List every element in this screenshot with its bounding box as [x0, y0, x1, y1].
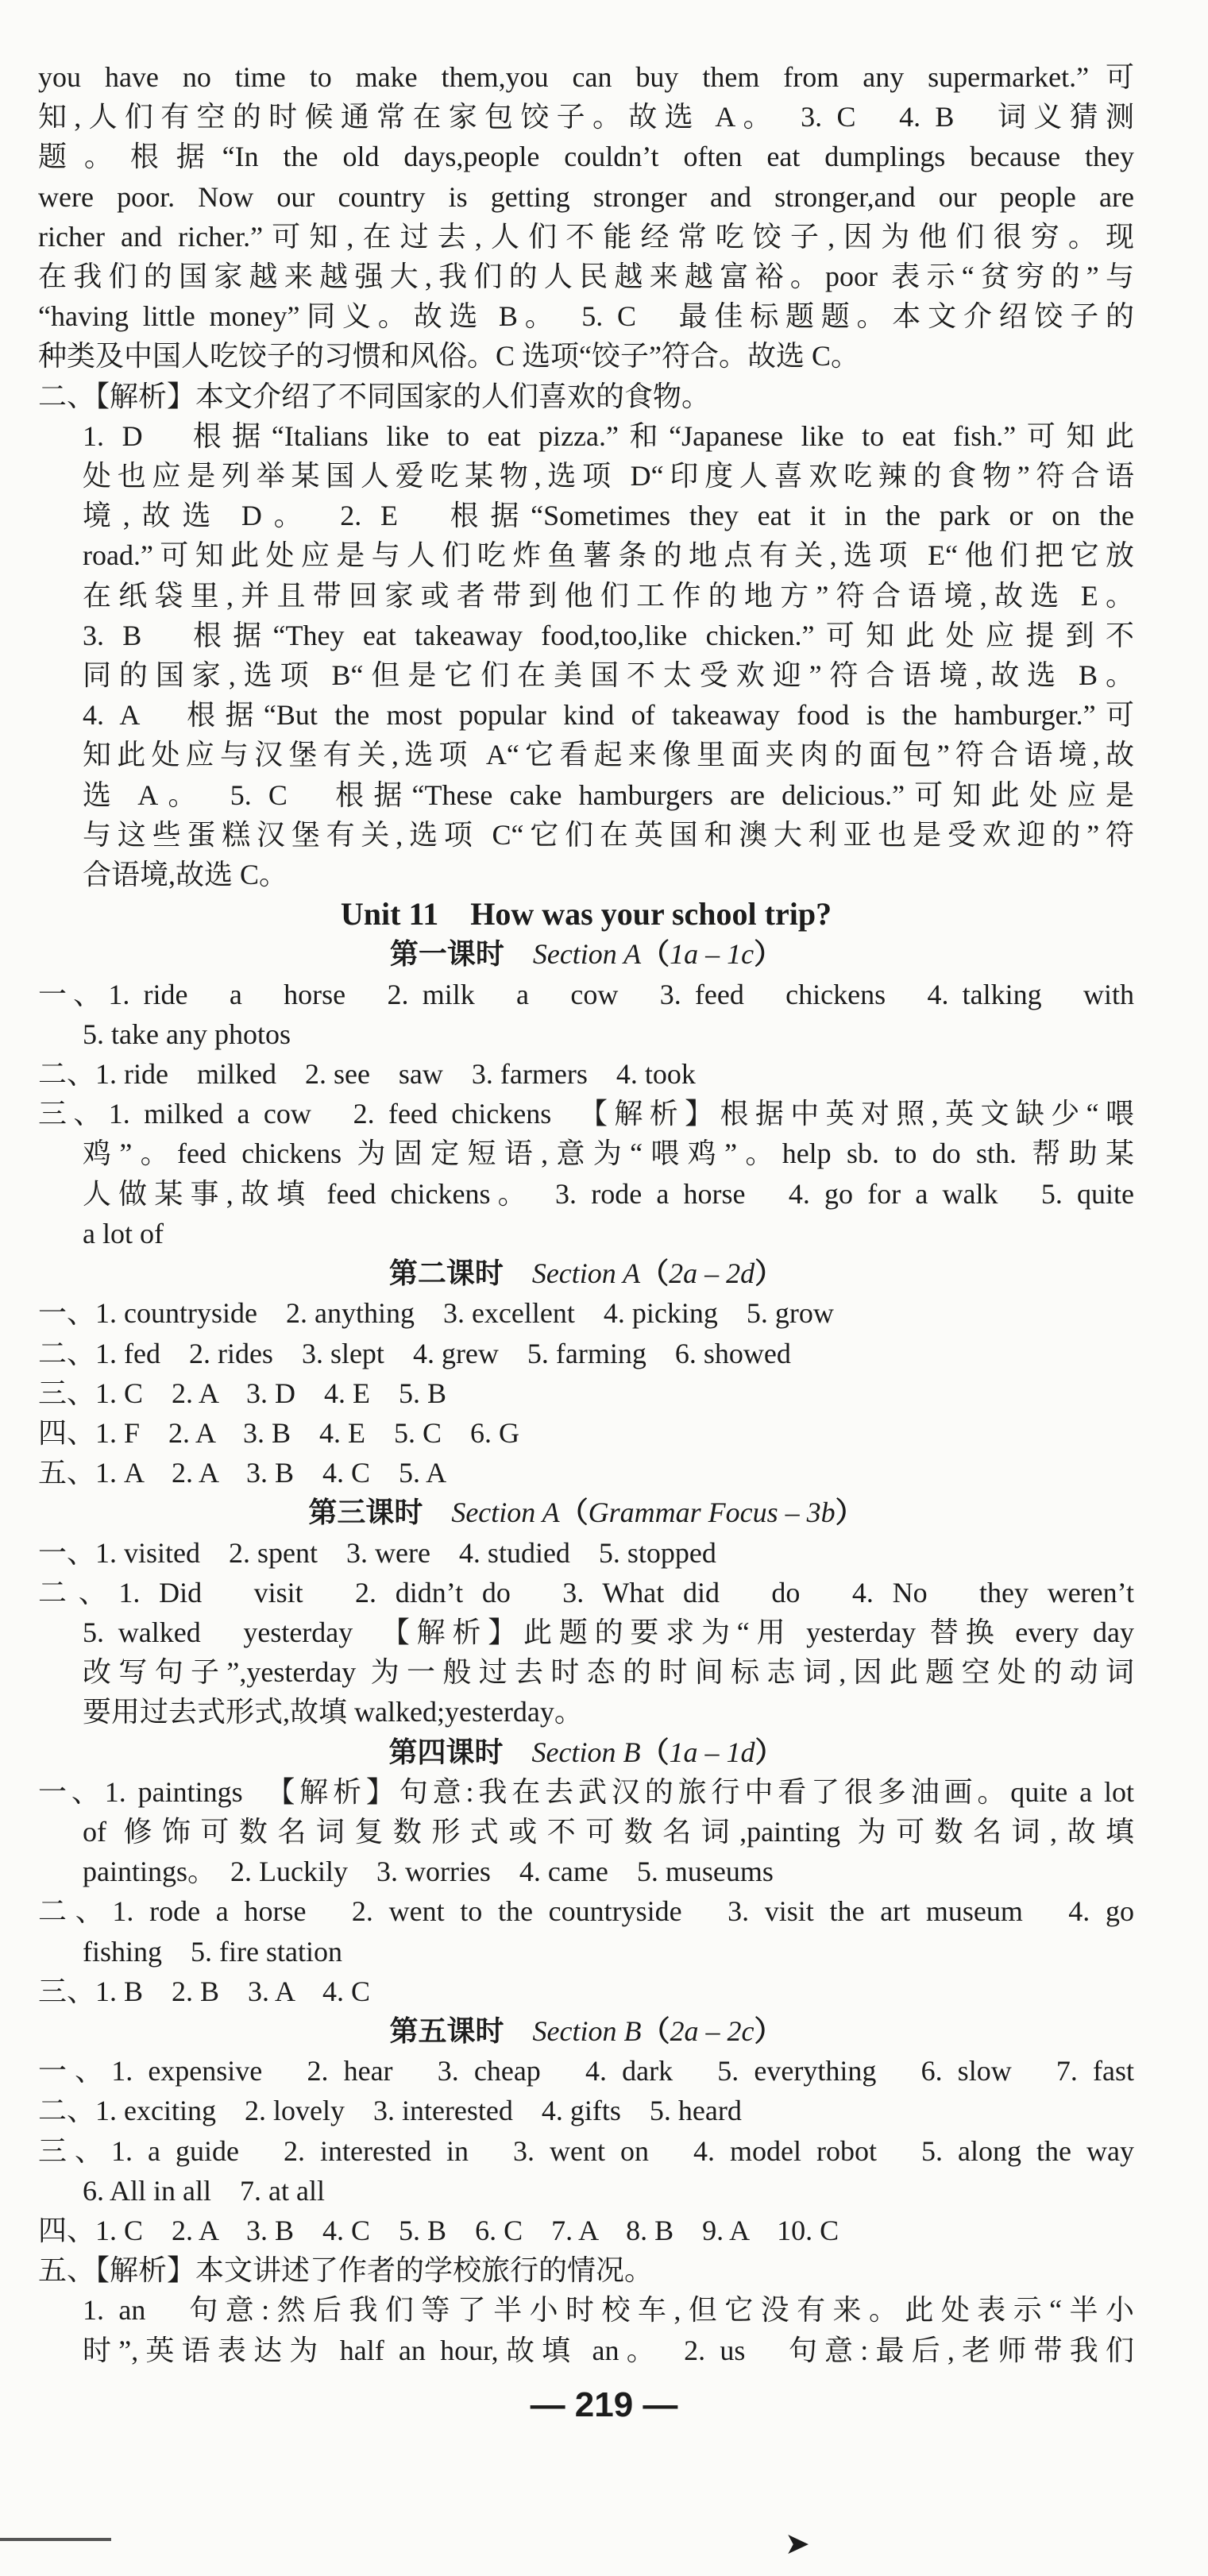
text-line: 要用过去式形式,故填 walked;yesterday。: [83, 1696, 583, 1728]
text-line: 四、1. F 2. A 3. B 4. E 5. C 6. G: [38, 1416, 520, 1449]
text-line: 五、1. A 2. A 3. B 4. C 5. A: [38, 1457, 447, 1489]
text-line: 人做某事,故填 feed chickens。 3. rode a horse 4. go for a walk 5. quite: [83, 1177, 1134, 1210]
text-line: 三、1. B 2. B 3. A 4. C: [38, 1975, 371, 2007]
text-line: of 修饰可数名词复数形式或不可数名词,painting 为可数名词,故填: [83, 1815, 1134, 1848]
text-line: 鸡”。feed chickens 为固定短语,意为“喂鸡”。help sb. to do sth. 帮助某: [83, 1137, 1134, 1170]
text-line: 种类及中国人吃饺子的习惯和风俗。C 选项“饺子”符合。故选 C。: [38, 340, 859, 373]
text-line: 同的国家,选项 B“但是它们在美国不太受欢迎”符合语境,故选 B。: [83, 659, 1134, 692]
text-line: paintings。 2. Luckily 3. worries 4. came 5. museums: [83, 1856, 774, 1888]
text-line: 在纸袋里,并且带回家或者带到他们工作的地方”符合语境,故选 E。: [83, 579, 1134, 612]
text-line: 一、1. paintings 【解析】句意:我在去武汉的旅行中看了很多油画。quite a lot: [38, 1775, 1134, 1808]
answer-text-body: [38, 57, 1134, 2370]
text-line: 与这些蛋糕汉堡有关,选项 C“它们在英国和澳大利亚也是受欢迎的”符: [83, 818, 1134, 851]
text-line: 知此处应与汉堡有关,选项 A“它看起来像里面夹肉的面包”符合语境,故: [83, 739, 1134, 771]
text-line: 一、1. countryside 2. anything 3. excellent 4. picking 5. grow: [38, 1297, 834, 1330]
section-heading: 第一课时 Section A（1a – 1c）: [389, 938, 783, 971]
text-line: 知,人们有空的时候通常在家包饺子。故选 A。 3. C 4. B 词义猜测: [38, 101, 1134, 133]
section-heading: 第三课时 Section A（Grammar Focus – 3b）: [308, 1497, 864, 1529]
text-line: 二、1. rode a horse 2. went to the countryside 3. visit the art museum 4. go: [38, 1895, 1134, 1928]
text-line: road.”可知此处应是与人们吃炸鱼薯条的地点有关,选项 E“他们把它放: [83, 539, 1134, 572]
section-heading: 第五课时 Section B（2a – 2c）: [389, 2014, 783, 2047]
text-line: 二、1. Did visit 2. didn’t do 3. What did do 4. No they weren’t: [38, 1576, 1134, 1609]
text-line: 处也应是列举某国人爱吃某物,选项 D“印度人喜欢吃辣的食物”符合语: [83, 460, 1134, 492]
text-line: 二、1. ride milked 2. see saw 3. farmers 4. took: [38, 1058, 696, 1091]
text-line: 6. All in all 7. at all: [83, 2174, 325, 2207]
text-line: 境,故选 D。 2. E 根据“Sometimes they eat it in the park or on the: [83, 500, 1134, 532]
text-line: 四、1. C 2. A 3. B 4. C 5. B 6. C 7. A 8. B 9. A 10. C: [38, 2214, 839, 2246]
section-heading: 第四课时 Section B（1a – 1d）: [388, 1736, 784, 1768]
text-line: 5. take any photos: [83, 1018, 291, 1050]
text-line: 三、1. milked a cow 2. feed chickens 【解析】根据中英对照,英文缺少“喂: [38, 1098, 1134, 1130]
page-number: — 219 —: [530, 2385, 678, 2424]
scan-mark: ➤: [785, 2528, 810, 2561]
text-line: you have no time to make them,you can buy them from any supermarket.”可: [38, 61, 1134, 93]
text-line: richer and richer.”可知,在过去,人们不能经常吃饺子,因为他们很穷。现: [38, 220, 1134, 253]
text-line: 三、1. a guide 2. interested in 3. went on 4. model robot 5. along the way: [38, 2134, 1134, 2167]
text-line: 改写句子”,yesterday 为一般过去时态的时间标志词,因此题空处的动词: [83, 1656, 1134, 1689]
text-line: 5. walked yesterday 【解析】此题的要求为“用 yesterday 替换 every day: [83, 1616, 1134, 1648]
text-line: 1. D 根据“Italians like to eat pizza.”和“Japanese like to eat fish.”可知此: [83, 419, 1134, 452]
text-line: 时”,英语表达为 half an hour,故填 an。 2. us 句意:最后,老师带我们: [83, 2334, 1134, 2366]
text-line: 五、【解析】本文讲述了作者的学校旅行的情况。: [38, 2254, 654, 2287]
text-line: 一、1. expensive 2. hear 3. cheap 4. dark 5. everything 6. slow 7. fast: [38, 2055, 1134, 2087]
text-line: 一、1. visited 2. spent 3. were 4. studied 5. stopped: [38, 1536, 716, 1569]
text-line: 二、【解析】本文介绍了不同国家的人们喜欢的食物。: [38, 380, 711, 412]
text-line: 三、1. C 2. A 3. D 4. E 5. B: [38, 1377, 447, 1409]
text-line: 1. an 句意:然后我们等了半小时校车,但它没有来。此处表示“半小: [83, 2294, 1134, 2327]
text-line: were poor. Now our country is getting stronger and stronger,and our people are: [38, 180, 1134, 213]
text-line: 二、1. exciting 2. lovely 3. interested 4. gifts 5. heard: [38, 2095, 742, 2127]
text-line: fishing 5. fire station: [83, 1935, 342, 1968]
text-line: 3. B 根据“They eat takeaway food,too,like chicken.”可知此处应提到不: [83, 619, 1134, 651]
text-line: “having little money”同义。故选 B。 5. C 最佳标题题。本文介绍饺子的: [38, 300, 1134, 333]
section-heading: Unit 11 How was your school trip?: [340, 896, 832, 933]
text-line: 二、1. fed 2. rides 3. slept 4. grew 5. farming 6. showed: [38, 1337, 791, 1369]
text-line: 在我们的国家越来越强大,我们的人民越来越富裕。poor 表示“贫穷的”与: [38, 261, 1134, 293]
text-line: 选 A。 5. C 根据“These cake hamburgers are delicious.”可知此处应是: [83, 778, 1134, 811]
scan-edge-line: [0, 2538, 111, 2541]
text-line: 题。根据“In the old days,people couldn’t often eat dumplings because they: [38, 141, 1134, 173]
text-line: a lot of: [83, 1217, 164, 1249]
text-line: 一、1. ride a horse 2. milk a cow 3. feed chickens 4. talking with: [38, 978, 1134, 1010]
text-line: 4. A 根据“But the most popular kind of takeaway food is the hamburger.”可: [83, 699, 1134, 732]
section-heading: 第二课时 Section A（2a – 2d）: [388, 1257, 784, 1290]
text-line: 合语境,故选 C。: [83, 859, 288, 891]
